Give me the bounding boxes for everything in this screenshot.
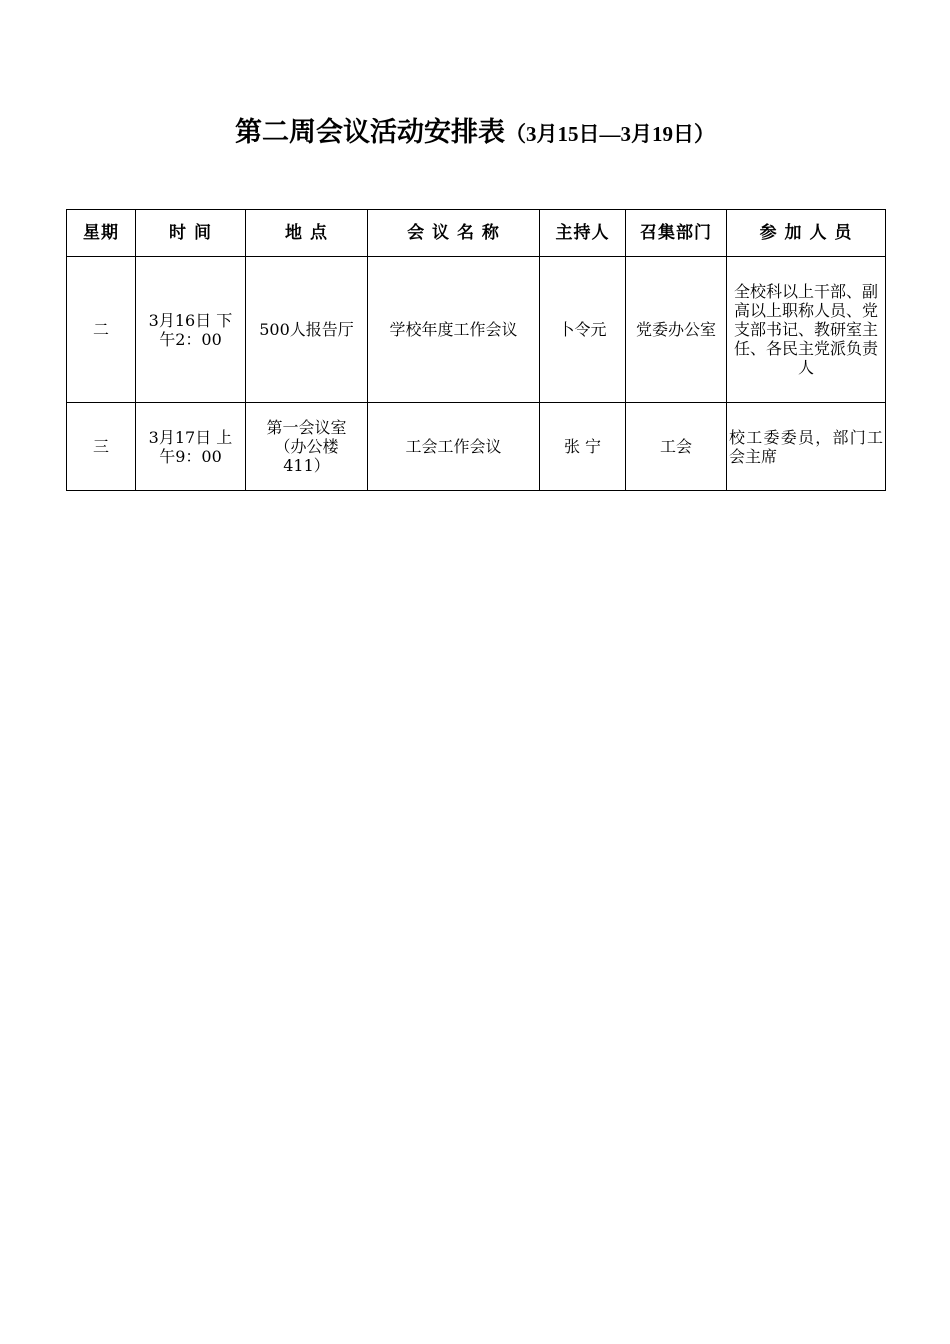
table-row (67, 257, 886, 403)
header-organizer: 召集部门 (626, 210, 727, 257)
page-title (0, 110, 950, 149)
cell-host: 卜令元 (540, 257, 626, 403)
cell-time: 3月16日 下午2：00 (136, 257, 246, 403)
title-main: 第二周会议活动安排表 (235, 117, 505, 148)
header-attendees: 参 加 人 员 (727, 210, 886, 257)
header-location: 地 点 (246, 210, 368, 257)
cell-location: 500人报告厅 (246, 257, 368, 403)
cell-organizer: 工会 (626, 403, 727, 491)
cell-time: 3月17日 上午9：00 (136, 403, 246, 491)
meeting-schedule-table (66, 209, 886, 491)
table-header-row (67, 210, 886, 257)
cell-weekday: 三 (67, 403, 136, 491)
header-host: 主持人 (540, 210, 626, 257)
cell-organizer: 党委办公室 (626, 257, 727, 403)
header-weekday: 星期 (67, 210, 136, 257)
cell-location: 第一会议室（办公楼411） (246, 403, 368, 491)
cell-attendees: 校工委委员，部门工会主席 (727, 403, 886, 491)
header-meeting-name: 会 议 名 称 (368, 210, 540, 257)
cell-attendees: 全校科以上干部、副高以上职称人员、党支部书记、教研室主任、各民主党派负责人 (727, 257, 886, 403)
table-row (67, 403, 886, 491)
header-time: 时 间 (136, 210, 246, 257)
title-date-range: （3月15日—3月19日） (505, 122, 715, 146)
cell-weekday: 二 (67, 257, 136, 403)
cell-host: 张 宁 (540, 403, 626, 491)
cell-meeting-name: 学校年度工作会议 (368, 257, 540, 403)
cell-meeting-name: 工会工作会议 (368, 403, 540, 491)
